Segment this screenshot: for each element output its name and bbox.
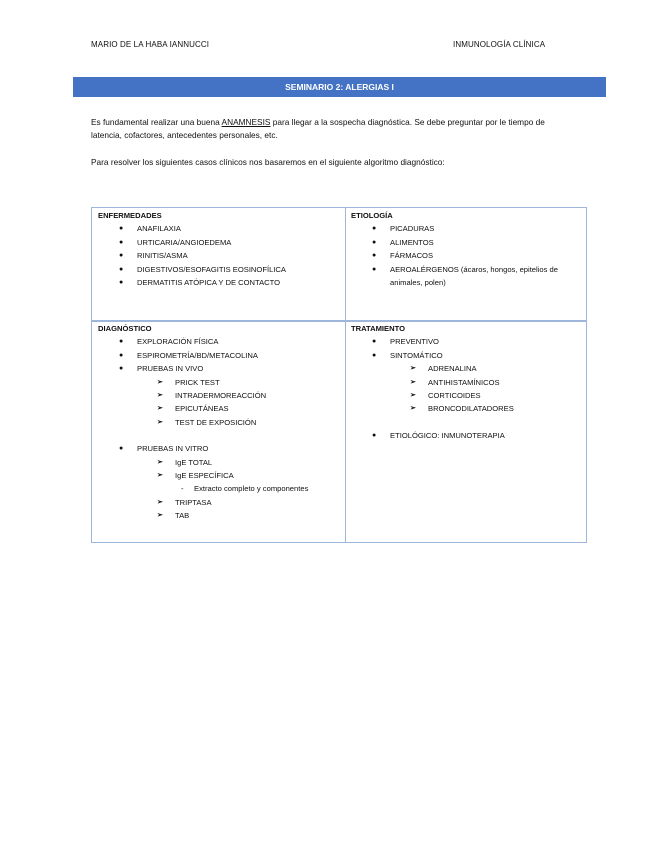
cell-tratamiento [351,322,583,442]
list-item: ● PRUEBAS IN VIVO ➢ PRICK TEST ➢ INTRADERMOREACCIÓN ➢ EPICUTÁNEAS ➢ TEST DE EXPOSICIÓN [98,362,338,429]
sub-list-item: ➢ CORTICOIDES [351,389,583,402]
sub-list-item: ➢ BRONCODILATADORES [351,402,583,415]
list-item: ● PRUEBAS IN VITRO ➢ IgE TOTAL ➢ IgE ESPECÍFICA - Extracto completo y componentes ➢ TRIPTASA ➢ TAB [98,442,338,522]
bullet-icon: ● [372,431,377,439]
arrow-icon: ➢ [157,472,163,480]
table-vertical-divider [345,208,346,542]
diagnostico-list [98,335,338,522]
bullet-icon: ● [119,238,124,246]
cell-enfermedades [98,209,338,289]
bullet-icon: ● [119,338,124,346]
sub-list-item: ➢ TRIPTASA [98,496,338,509]
bullet-icon: ● [372,351,377,359]
list-item: ● SINTOMÁTICO ➢ ADRENALINA ➢ ANTIHISTAMÍNICOS ➢ CORTICOIDES ➢ BRONCODILATADORES [351,349,583,416]
sub-sub-list-item: - Extracto completo y componentes [98,482,338,495]
arrow-icon: ➢ [157,405,163,413]
header-author: MARIO DE LA HABA IANNUCCI [91,40,210,49]
sub-list-item: ➢ PRICK TEST [98,376,338,389]
arrow-icon: ➢ [157,458,163,466]
list-item: ● DERMATITIS ATÓPICA Y DE CONTACTO [98,276,338,289]
arrow-icon: ➢ [410,392,416,400]
sub-list-item: ➢ ANTIHISTAMÍNICOS [351,376,583,389]
section-banner: SEMINARIO 2: ALERGIAS I [73,77,606,97]
cell-title-enfermedades: ENFERMEDADES [98,211,162,220]
list-item: ● FÁRMACOS [351,249,583,262]
list-item: ● ETIOLÓGICO: INMUNOTERAPIA [351,429,583,442]
bullet-icon: ● [119,225,124,233]
bullet-icon: ● [372,225,377,233]
bullet-icon: ● [372,265,377,273]
algorithm-intro: Para resolver los siguientes casos clínicos nos basaremos en el siguiente algoritmo diagnóstico: [91,157,445,167]
enfermedades-list [98,222,338,289]
list-item: ● ALIMENTOS [351,236,583,249]
cell-title-diagnostico: DIAGNÓSTICO [98,324,152,333]
bullet-icon: ● [119,351,124,359]
intro-paragraph [91,116,571,142]
intro-text-end: para llegar a la sospecha diagnóstica. Se debe preguntar por le tiempo de latencia, cofactores, antecedentes personales, etc. [91,117,545,140]
cell-diagnostico [98,322,338,523]
sub-list-item: ➢ IgE ESPECÍFICA - Extracto completo y componentes [98,469,338,496]
arrow-icon: ➢ [157,378,163,386]
bullet-icon: ● [119,279,124,287]
in-vitro-list [137,456,338,523]
list-item: ● AEROALÉRGENOS (ácaros, hongos, epitelios de animales, polen) [372,264,558,288]
sub-list-item: ➢ TEST DE EXPOSICIÓN [98,416,338,429]
arrow-icon: ➢ [157,392,163,400]
tratamiento-list [351,335,583,442]
bullet-icon: ● [119,365,124,373]
intro-text-start: Es fundamental realizar una buena [91,117,222,127]
cell-etiologia [351,209,583,289]
arrow-icon: ➢ [157,498,163,506]
cell-title-tratamiento: TRATAMIENTO [351,324,405,333]
list-item: ● PICADURAS [351,222,583,235]
list-item: ● DIGESTIVOS/ESOFAGITIS EOSINOFÍLICA [98,263,338,276]
spacer [351,416,583,429]
list-item: ● ESPIROMETRÍA/BD/METACOLINA [98,349,338,362]
arrow-icon: ➢ [410,405,416,413]
sub-list-item: ➢ INTRADERMOREACCIÓN [98,389,338,402]
bullet-icon: ● [119,265,124,273]
diagnostic-algorithm-table [91,207,587,543]
anamnesis-keyword: ANAMNESIS [221,117,271,127]
list-item: ● RINITIS/ASMA [98,249,338,262]
spacer [98,429,338,442]
sub-list-item: ➢ ADRENALINA [351,362,583,375]
dash-icon: - [181,484,184,494]
list-item: ● EXPLORACIÓN FÍSICA [98,335,338,348]
arrow-icon: ➢ [410,378,416,386]
bullet-icon: ● [119,445,124,453]
arrow-icon: ➢ [410,365,416,373]
sub-list-item: ➢ IgE TOTAL [98,456,338,469]
sub-list-item: ➢ TAB [98,509,338,522]
ige-especifica-sublist [175,482,338,495]
list-item: ● ANAFILAXIA [98,222,338,235]
arrow-icon: ➢ [157,512,163,520]
header-subject: INMUNOLOGÍA CLÍNICA [453,40,546,49]
arrow-icon: ➢ [157,418,163,426]
etiologia-list [351,222,583,289]
list-item: ● URTICARIA/ANGIOEDEMA [98,236,338,249]
bullet-icon: ● [372,338,377,346]
sintomatico-list [390,362,583,416]
in-vivo-list [137,376,338,430]
bullet-icon: ● [372,238,377,246]
sub-list-item: ➢ EPICUTÁNEAS [98,402,338,415]
bullet-icon: ● [372,252,377,260]
bullet-icon: ● [119,252,124,260]
list-item: ● PREVENTIVO [351,335,583,348]
cell-title-etiologia: ETIOLOGÍA [351,211,393,220]
